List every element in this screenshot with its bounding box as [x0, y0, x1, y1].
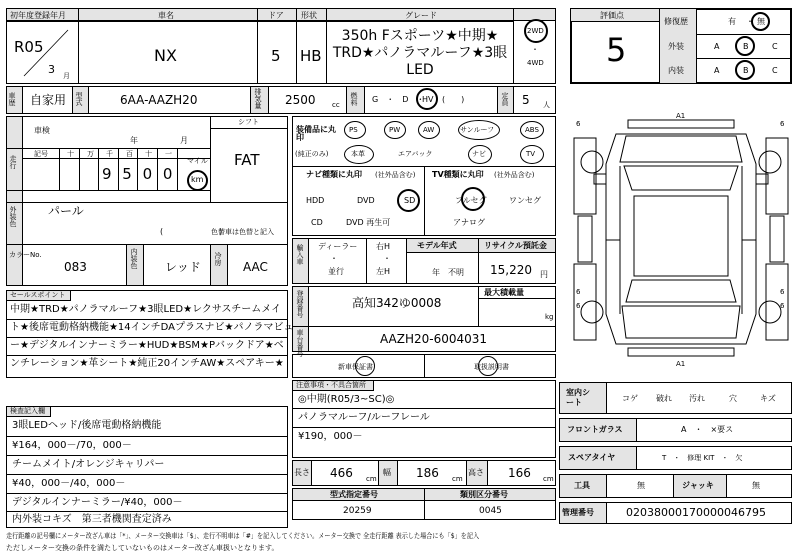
equip-tv: TV — [526, 150, 536, 158]
equip-abs: ABS — [525, 126, 539, 134]
fuel-hv: HV — [422, 95, 434, 104]
mark-6-b: 6 — [780, 120, 785, 128]
exterior-label: 外装 — [668, 42, 684, 51]
shift: FAT — [234, 151, 260, 169]
capacity: 5 — [522, 93, 530, 107]
rear-panel-mark: A1 — [676, 360, 686, 368]
capacity-label: 定員 — [501, 92, 509, 106]
int-opt-3: 汚れ — [689, 394, 705, 403]
equip-sunroof: サンルーフ — [460, 126, 495, 134]
windshield-label: フロントガラス — [567, 425, 623, 434]
ext-color-label: 外装色 — [9, 206, 17, 227]
digit-label-5: 十 — [145, 150, 152, 158]
mark-6-a: 6 — [576, 120, 581, 128]
chassis: AAZH20-6004031 — [380, 332, 488, 346]
manual-circle — [478, 356, 498, 376]
manual: 取扱説明書 — [474, 363, 509, 371]
usage-label: 車歴 — [8, 92, 16, 106]
sales-point-line-4: ンチレーション★革シート★純正20インチAW★スペアキー★ — [10, 358, 284, 369]
tv-kind-sub: (社外品含む) — [494, 171, 535, 179]
digit-label-3: 千 — [106, 150, 113, 158]
eval-score: 5 — [606, 31, 627, 69]
mgmt-no: 02038000170000046795 — [626, 506, 766, 519]
interior-label: 内装 — [668, 66, 684, 75]
front-panel-mark: A1 — [676, 112, 686, 120]
notes-line-1: ◎中期(R05/3~SC)◎ — [298, 394, 395, 405]
tool-value: 無 — [637, 481, 645, 490]
type-no: 20259 — [343, 506, 372, 516]
jack-value: 無 — [752, 481, 760, 490]
interior-b: B — [743, 66, 749, 75]
right-rear-side — [766, 264, 788, 340]
navi-kind-sub: (社外品含む) — [375, 171, 416, 179]
dealer-dot: ・ — [330, 254, 338, 263]
km-selection-circle — [187, 170, 208, 191]
left-front-side — [574, 138, 596, 214]
navi-kind-label: ナビ種類に丸印 — [306, 170, 362, 179]
repair-selection-circle — [751, 12, 770, 31]
displacement-label: 排気量 — [254, 88, 262, 109]
left-sill — [578, 216, 592, 262]
eval-score-label: 評価点 — [600, 11, 624, 20]
interior-selection-circle — [735, 60, 755, 80]
repair-dot: ・ — [746, 17, 754, 26]
new-guarantee: 新車保証書 — [338, 363, 373, 371]
grade-line-3: LED — [406, 62, 434, 78]
shape-label: 形状 — [301, 11, 317, 20]
guarantee-circle — [355, 356, 375, 376]
navi-dvd-play: DVD 再生可 — [346, 218, 391, 227]
width-unit: cm — [452, 475, 463, 483]
type-no-label: 型式指定番号 — [330, 490, 378, 499]
int-opt-2: 破れ — [656, 394, 672, 403]
aircon: AAC — [243, 260, 268, 274]
spare-options: T ・ 修理 KIT ・ 欠 — [662, 454, 743, 462]
front-right-wheel — [759, 151, 781, 173]
footer-line-2: ただしメーター交換の条件を満たしていないものはメーター改ざん車扱いとなります。 — [6, 544, 279, 552]
mark-6-c: 6 — [576, 288, 581, 296]
equip-aw: AW — [423, 126, 435, 134]
parallel: 並行 — [328, 267, 344, 276]
navi-sd: SD — [404, 196, 416, 205]
mileage-label: 走行 — [9, 155, 17, 169]
notes-line-3: ¥190，000－ — [298, 431, 363, 442]
width: 186 — [416, 466, 439, 480]
digit-label-0: 記号 — [34, 150, 48, 158]
interior-c: C — [772, 66, 778, 75]
ext-color: パール — [48, 204, 84, 218]
sales-point-line-3: ー★デジタルインナーミラー★HUD★BSM★Pバックドア★ベ — [10, 340, 284, 351]
equip-pw: PW — [389, 126, 401, 134]
grade-line-2: TRD★パノラマルーフ★3眼 — [332, 45, 508, 61]
height-unit: cm — [543, 475, 554, 483]
color-no: 083 — [64, 260, 87, 274]
inspection-label: 車検 — [34, 126, 50, 135]
rear-right-wheel — [759, 301, 781, 323]
model-kind-label: 型式 — [75, 92, 83, 106]
color-note: 色替車は色替と記入 — [211, 228, 274, 236]
tv-oneseg: ワンセグ — [509, 196, 541, 205]
equip-airbag: エアバック — [398, 150, 433, 158]
inspector-line-4: ¥40，000－/40，000－ — [12, 478, 126, 489]
notes-line-2: パノラマルーフ/ルーフレール — [298, 412, 430, 423]
length-unit: cm — [366, 475, 377, 483]
inspection-year: 年 — [130, 136, 138, 145]
shift-label: シフト — [238, 118, 259, 126]
hood — [620, 136, 742, 162]
tool-label: 工具 — [574, 481, 590, 490]
length: 466 — [330, 466, 353, 480]
digit-label-6: 一 — [165, 150, 172, 158]
usage: 自家用 — [30, 93, 67, 107]
exterior-selection-circle — [735, 36, 755, 56]
mile-label: マイル — [187, 157, 208, 165]
wd-4wd: 4WD — [527, 59, 544, 67]
inspector-line-5: デジタルインナーミラー/¥40，000－ — [12, 497, 183, 508]
color-paren: ( ) — [160, 227, 223, 236]
windshield — [624, 166, 738, 190]
plate: 高知342ゆ0008 — [352, 296, 442, 310]
footer-line-1: 走行距離の記号欄にメーター改ざん車は「*」、メーター交換車は「$」、走行不明車は「#」を記入してください。メーター交換で 全走行距離 表示した場合にも「$」を記入 — [6, 532, 480, 540]
year-unknown: 年 不明 — [432, 268, 464, 277]
right-front-side — [766, 138, 788, 214]
inspector-line-1: 3眼LEDヘッド/後席電動格納機能 — [12, 420, 162, 431]
car-name: NX — [154, 46, 177, 65]
rear-bumper — [628, 348, 734, 356]
roof — [634, 196, 728, 276]
inspector-line-6: 内外装コキズ 第三者機関査定済み — [12, 514, 172, 525]
navi-sd-circle — [397, 189, 420, 212]
equip-navi: ナビ — [472, 150, 486, 158]
mileage: 9 5 0 0 — [102, 165, 176, 183]
fuel-label: 燃料 — [350, 92, 358, 106]
fuel-options: G ・ D ・ — [372, 95, 425, 104]
model-year-label: モデル年式 — [417, 241, 457, 250]
reg-year: R05 — [14, 38, 44, 56]
right-sill — [770, 216, 784, 262]
int-color-label: 内装色 — [130, 248, 138, 269]
equipment-label: 装備品に丸印 — [296, 125, 336, 142]
repair-none: 無 — [757, 17, 765, 26]
height-label: 高さ — [468, 468, 484, 477]
category-no: 0045 — [479, 506, 502, 516]
max-load-unit: kg — [545, 313, 554, 321]
category-no-label: 類別区分番号 — [460, 490, 508, 499]
trunk — [622, 306, 740, 338]
interior-seat-label: 室内シート — [566, 388, 590, 408]
int-color: レッド — [165, 260, 201, 274]
car-damage-diagram — [566, 104, 796, 374]
exterior-b: B — [743, 42, 749, 51]
equip-ps: PS — [349, 126, 358, 134]
navi-hdd: HDD — [306, 196, 325, 205]
digit-label-2: 万 — [87, 150, 94, 158]
dealer: ディーラー — [318, 242, 358, 251]
km-unit: km — [191, 175, 204, 184]
color-no-label: カラーNo. — [9, 251, 42, 259]
aircon-label: 冷房 — [214, 252, 222, 266]
equip-leather: 本革 — [351, 150, 365, 158]
car-name-label: 車名 — [158, 11, 174, 20]
shape: HB — [300, 47, 322, 65]
int-opt-1: コゲ — [622, 394, 638, 403]
fuel-selection-circle — [416, 88, 438, 110]
windshield-options: A ・ ×要ス — [681, 425, 734, 434]
jack-label: ジャッキ — [682, 481, 714, 490]
int-opt-4: 穴 — [729, 394, 737, 403]
digit-label-4: 百 — [126, 150, 133, 158]
fuel-paren: ( ) — [442, 95, 465, 104]
month-unit: 月 — [63, 72, 70, 80]
inspector-label: 検査記入欄 — [10, 407, 45, 415]
wd-2wd: 2WD — [527, 27, 544, 35]
grade-label: グレード — [405, 11, 437, 20]
reg-year-label: 初年度登録年月 — [10, 11, 66, 20]
sales-point-label: セールスポイント — [10, 291, 66, 299]
tv-analog: アナログ — [453, 218, 485, 227]
displacement: 2500 — [285, 93, 316, 107]
grade-line-1: 350h Fスポーツ★中期★ — [341, 28, 499, 44]
inspector-line-3: チームメイト/オレンジキャリパー — [12, 459, 165, 470]
front-left-wheel — [581, 151, 603, 173]
recycle-label: リサイクル預託金 — [484, 241, 547, 250]
repair-yes: 有 — [728, 17, 736, 26]
notes-label: 注意事項・不具合箇所 — [296, 381, 366, 389]
navi-cd: CD — [311, 218, 323, 227]
inspection-month: 月 — [180, 136, 188, 145]
rear-glass — [626, 280, 736, 302]
exterior-c: C — [772, 42, 778, 51]
equipment-sub: (純正のみ) — [295, 150, 329, 158]
interior-a: A — [714, 66, 720, 75]
mark-6-d: 6 — [780, 288, 785, 296]
wd-dot: ・ — [531, 45, 539, 54]
max-load-label: 最大積載量 — [484, 288, 524, 297]
model: 6AA-AAZH20 — [120, 93, 198, 107]
width-label: 幅 — [383, 468, 391, 477]
door-label: ドア — [268, 11, 284, 20]
mark-6-e: 6 — [576, 302, 581, 310]
chassis-label: 車台番号 — [296, 329, 304, 357]
int-opt-5: キズ — [760, 394, 776, 403]
import-label: 輸入車 — [296, 244, 304, 265]
tv-kind-label: TV種類に丸印 — [432, 170, 484, 179]
inspector-line-2: ¥164，000－/70，000－ — [12, 440, 132, 451]
cc-unit: cc — [332, 101, 340, 109]
repair-hist-label: 修復歴 — [664, 17, 688, 26]
front-bumper — [628, 120, 734, 128]
length-label: 長さ — [294, 468, 310, 477]
left-h: 左H — [376, 267, 391, 276]
sales-point-line-1: 中期★TRD★パノラマルーフ★3眼LED★レクサスチームメイ — [10, 304, 282, 315]
navi-dvd: DVD — [357, 196, 375, 205]
height: 166 — [508, 466, 531, 480]
spare-tire-label: スペアタイヤ — [568, 453, 616, 462]
sales-point-line-2: ト★後席電動格納機能★14インチDAプラスナビ★パノラマビュ — [10, 322, 294, 333]
rear-left-wheel — [581, 301, 603, 323]
tv-fullseg-circle — [461, 187, 485, 211]
rh-dot: ・ — [383, 254, 391, 263]
reg-no-label: 登録番号 — [296, 290, 304, 318]
right-h: 右H — [376, 242, 391, 251]
tv-fullseg: フルセグ — [455, 196, 487, 205]
exterior-a: A — [714, 42, 720, 51]
doors: 5 — [271, 47, 281, 65]
persons-unit: 人 — [543, 101, 550, 109]
reg-month: 3 — [48, 63, 55, 76]
mgmt-no-label: 管理番号 — [562, 508, 594, 517]
mark-6-f: 6 — [780, 302, 785, 310]
recycle-yen: 円 — [540, 270, 548, 279]
digit-label-1: 十 — [67, 150, 74, 158]
recycle: 15,220 — [490, 263, 532, 277]
